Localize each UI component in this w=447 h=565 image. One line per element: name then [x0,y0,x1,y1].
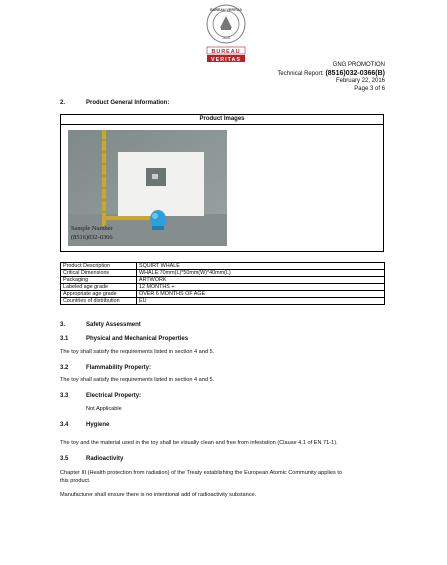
logo-ring-text: BUREAU VERITAS [210,8,242,12]
section-3-3-title: Electrical Property: [86,393,142,399]
table-row [61,291,385,298]
row-label: Countries of distribution [61,298,137,305]
row-value: ARTWORK [137,277,385,284]
section-3-2-body: The toy shall satisfy the requirements listed in section 4 and 5. [60,377,215,383]
section-3-5-body-line-2: this product. [60,477,91,484]
section-3-5-body-2: Manufacturer shall ensure there is no intentional add of radioactivity substance. [60,492,257,498]
table-row [61,284,385,291]
section-3-2-heading [60,365,151,371]
report-header [277,62,385,93]
report-label: Technical Report: [277,70,324,77]
row-label: Product Description [61,263,137,270]
page-number: Page 3 of 6 [354,85,385,92]
report-number: (8516)032-0366(B) [325,69,385,77]
section-3-3-heading [60,393,141,399]
logo-year: 1828 [222,36,230,40]
product-images-caption: Product Images [61,115,383,125]
section-2-heading [60,100,169,106]
section-3-1-heading [60,336,188,342]
bureau-veritas-logo [204,4,248,66]
section-3-5-title: Radioactivity [86,456,124,462]
section-3-number: 3. [60,322,66,328]
table-row [61,263,385,270]
logo-brand-bottom: VERITAS [211,56,241,63]
section-3-4-title: Hygiene [86,422,110,428]
section-3-3-body: Not Applicable [86,406,122,412]
section-3-5-heading [60,456,123,462]
section-3-4-body: The toy and the material used in the toy shall be visually clean and free from infestation (Clause 4.1 of EN 71-1). [60,440,338,446]
row-value: OVER 6 MONTHS OF AGE [137,291,385,298]
section-3-heading [60,322,141,328]
table-row [61,298,385,305]
row-value: WHALE:70mm(L)*50mm(W)*40mm(L) [137,270,385,277]
row-value: EU [137,298,385,305]
company-name: GNG PROMOTION [332,62,385,68]
row-value: 12 MONTHS + [137,284,385,291]
section-3-1-number: 3.1 [60,336,69,342]
section-3-5-body [60,470,390,485]
section-3-5-body-line-1: Chapter III (Health protection from radiation) of the Treaty establishing the European Atomic Community applies to [60,470,343,476]
report-number-line [277,70,385,79]
sample-number: (8516)032-0366 [71,234,113,241]
row-label: Packaging [61,277,137,284]
section-3-5-number: 3.5 [60,456,69,462]
logo-brand-top: BUREAU [211,48,241,55]
product-description-table [60,262,385,305]
section-2-title: Product General Information: [86,100,170,106]
row-value: SQUIRT WHALE [137,263,385,270]
section-3-4-number: 3.4 [60,422,69,428]
sample-label-overlay [71,224,113,242]
row-label: Appropriate age grade [61,291,137,298]
section-3-3-number: 3.3 [60,393,69,399]
section-3-2-title: Flammability Property: [86,365,152,371]
product-photo [68,130,227,246]
section-3-title: Safety Assessment [86,322,141,328]
section-3-4-heading [60,422,109,428]
sample-label: Sample Number [71,225,113,232]
table-row [61,277,385,284]
section-2-number: 2. [60,100,66,106]
section-3-1-body: The toy shall satisfy the requirements listed in section 4 and 5. [60,349,215,355]
row-label: Critical Dimensions [61,270,137,277]
section-3-1-title: Physical and Mechanical Properties [86,336,189,342]
row-label: Labeled age grade [61,284,137,291]
table-row [61,270,385,277]
report-date: February 22, 2016 [335,78,385,84]
section-3-2-number: 3.2 [60,365,69,371]
